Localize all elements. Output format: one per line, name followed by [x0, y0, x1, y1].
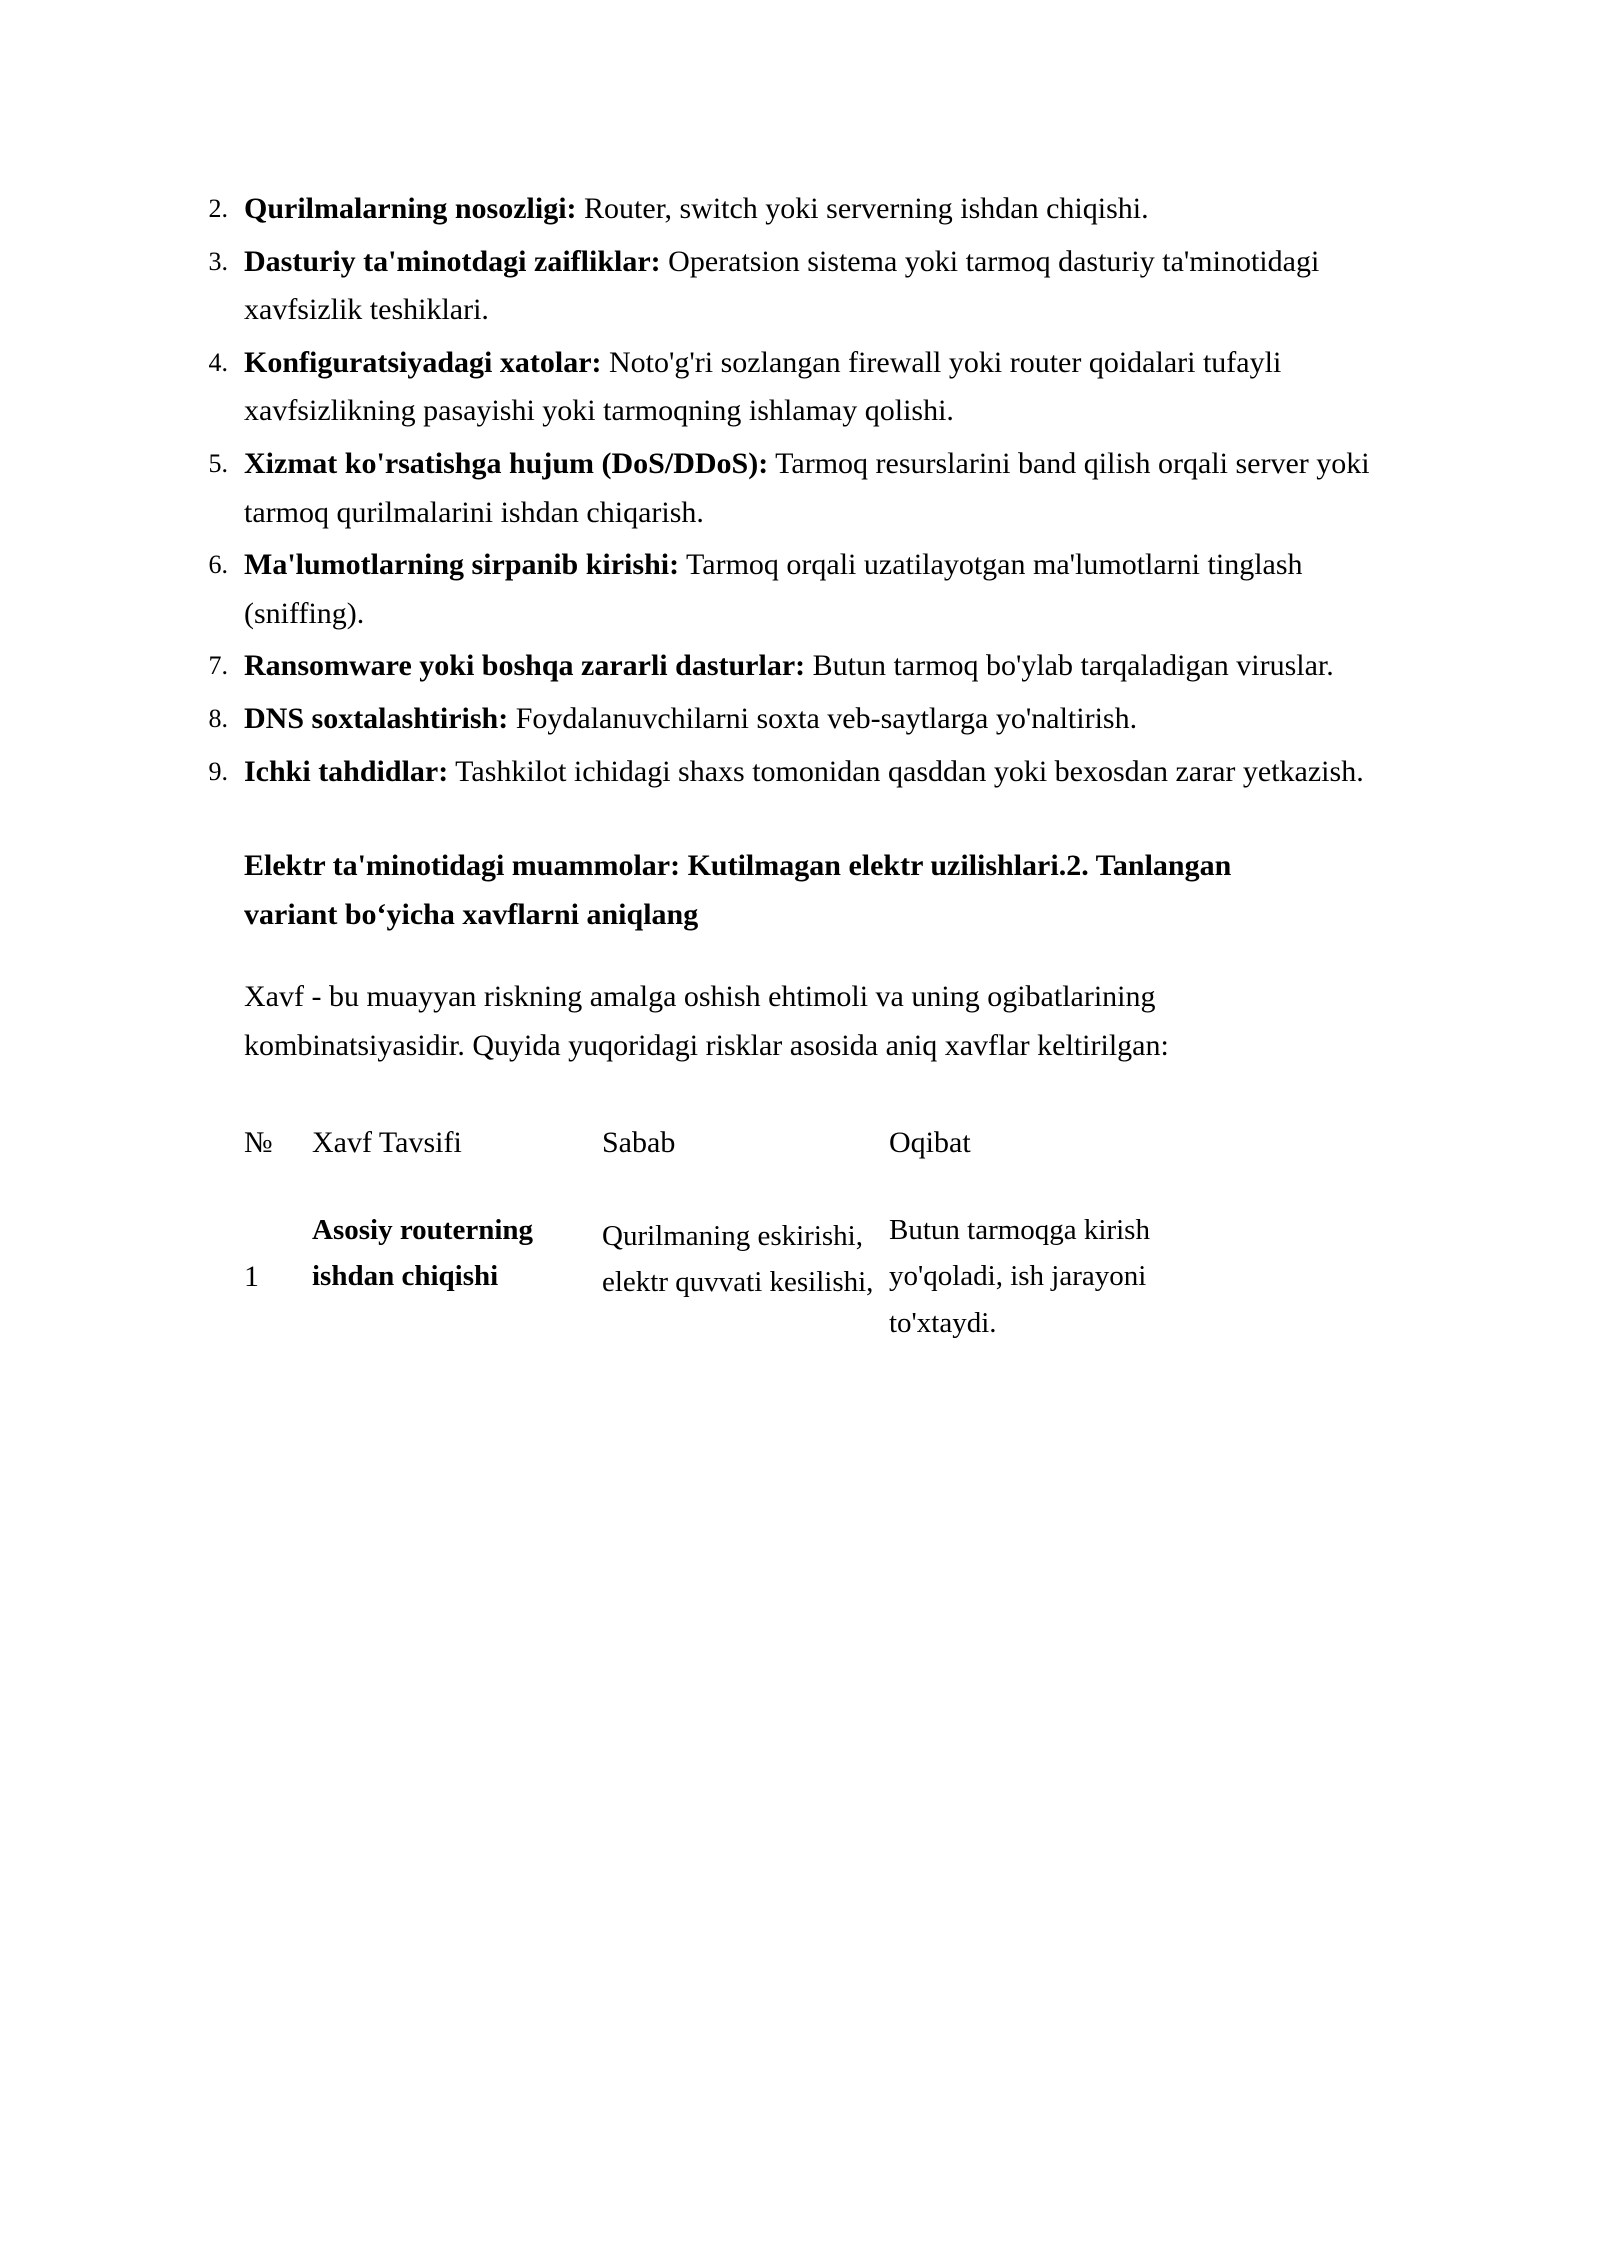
- list-item-marker: 7.: [208, 651, 228, 681]
- list-item-term: Dasturiy ta'minotdagi zaifliklar:: [244, 244, 661, 278]
- table-row: [244, 1207, 1254, 1362]
- list-item-term: Konfiguratsiyadagi xatolar:: [244, 345, 602, 379]
- list-item-marker: 3.: [208, 246, 228, 276]
- risk-table-container: [190, 1119, 1390, 1362]
- list-item-term: Qurilmalarning nosozligi:: [244, 192, 577, 225]
- list-item-marker: 9.: [208, 756, 228, 786]
- list-item-marker: 5.: [208, 448, 228, 478]
- risk-list: [190, 185, 1390, 796]
- list-item-description: Operatsion sistema yoki tarmoq dasturiy ta'minotidagi xavfsizlik teshiklari.: [244, 244, 1320, 327]
- list-item-description: Router, switch yoki serverning ishdan chiqishi.: [576, 192, 1149, 225]
- list-item-marker: 6.: [208, 550, 228, 580]
- list-item-description: Noto'g'ri sozlangan firewall yoki router qoidalari tufayli xavfsizlikning pasayishi yoki tarmoqning ishlamay qolishi.: [244, 345, 1282, 428]
- list-item-marker: 4.: [208, 347, 228, 377]
- column-header-cause: Sabab: [602, 1125, 676, 1159]
- list-item-term: DNS soxtalashtirish:: [244, 701, 509, 735]
- list-item-marker: 2.: [208, 194, 228, 223]
- section-heading: Elektr ta'minotidagi muammolar: Kutilmagan elektr uzilishlari.2. Tanlangan variant bo‘yicha xavflarni aniqlang: [244, 849, 1232, 931]
- document-content: [190, 185, 1390, 1361]
- risk-table: [244, 1119, 1254, 1362]
- table-header-row: [244, 1119, 1254, 1207]
- list-item-description: Tarmoq resurslarini band qilish orqali server yoki tarmoq qurilmalarini ishdan chiqarish.: [244, 446, 1370, 529]
- risk-table-head: [244, 1119, 1254, 1207]
- list-item-term: Ransomware yoki boshqa zararli dasturlar:: [244, 649, 806, 683]
- column-header-number: №: [244, 1125, 273, 1159]
- list-item: [190, 185, 1390, 234]
- list-item: [190, 541, 1390, 638]
- list-item-marker: 8.: [208, 703, 228, 733]
- cell-consequence: Butun tarmoqga kirish yo'qoladi, ish jarayoni to'xtaydi.: [889, 1213, 1150, 1340]
- list-item-description: Foydalanuvchilarni soxta veb-saytlarga yo'naltirish.: [508, 701, 1138, 735]
- risk-table-body: [244, 1207, 1254, 1362]
- list-item-description: Tashkilot ichidagi shaxs tomonidan qasddan yoki bexosdan zarar yetkazish.: [448, 754, 1364, 788]
- list-item-term: Ma'lumotlarning sirpanib kirishi:: [244, 548, 680, 582]
- body-paragraph: Xavf - bu muayyan riskning amalga oshish ehtimoli va uning ogibatlarining kombinatsiyasidir. Quyida yuqoridagi risklar asosida aniq xavflar keltirilgan:: [244, 980, 1169, 1062]
- list-item-description: Tarmoq orqali uzatilayotgan ma'lumotlarni tinglash (sniffing).: [244, 548, 1303, 630]
- list-item: [190, 238, 1390, 335]
- cell-cause: Qurilmaning eskirishi, elektr quvvati kesilishi,: [602, 1219, 874, 1299]
- list-item-term: Ichki tahdidlar:: [244, 754, 449, 788]
- list-item: [190, 642, 1390, 691]
- column-header-consequence: Oqibat: [889, 1125, 971, 1159]
- list-item-term: Xizmat ko'rsatishga hujum (DoS/DDoS):: [244, 446, 769, 480]
- list-item: [190, 695, 1390, 744]
- list-item: [190, 440, 1390, 537]
- column-header-risk-description: Xavf Tavsifi: [312, 1125, 462, 1159]
- list-item: [190, 748, 1390, 797]
- cell-number: 1: [244, 1259, 259, 1293]
- list-item-description: Butun tarmoq bo'ylab tarqaladigan viruslar.: [805, 649, 1334, 683]
- list-item: [190, 339, 1390, 436]
- cell-risk-description: Asosiy routerning ishdan chiqishi: [312, 1213, 534, 1293]
